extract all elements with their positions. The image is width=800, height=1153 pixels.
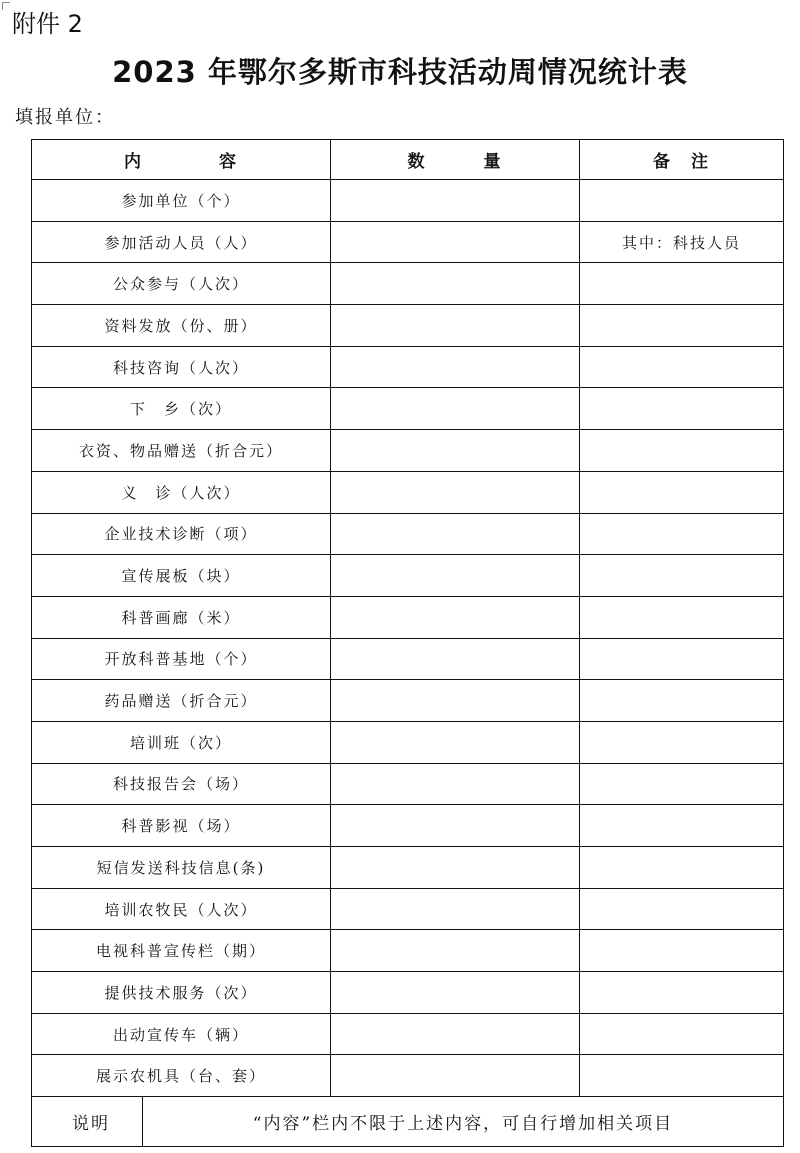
row-item-label: 参加单位（个）: [32, 180, 331, 222]
table-row: [32, 555, 784, 597]
table-row: [32, 513, 784, 555]
row-remark-cell[interactable]: [580, 471, 784, 513]
table-row: [32, 721, 784, 763]
row-item-label: 培训班（次）: [32, 721, 331, 763]
row-item-label: 企业技术诊断（项）: [32, 513, 331, 555]
row-remark-cell[interactable]: 其中：科技人员: [580, 221, 784, 263]
row-remark-cell[interactable]: [580, 847, 784, 889]
row-remark-cell[interactable]: [580, 180, 784, 222]
statistics-table: [31, 139, 784, 1147]
table-header-row: [32, 140, 784, 180]
table-row: [32, 346, 784, 388]
row-item-label: 展示农机具（台、套）: [32, 1055, 331, 1097]
row-item-label: 科技咨询（人次）: [32, 346, 331, 388]
table-row: [32, 805, 784, 847]
row-quantity-cell[interactable]: [331, 596, 580, 638]
row-quantity-cell[interactable]: [331, 638, 580, 680]
table-row: [32, 847, 784, 889]
row-quantity-cell[interactable]: [331, 680, 580, 722]
row-item-label: 科技报告会（场）: [32, 763, 331, 805]
row-remark-cell[interactable]: [580, 1013, 784, 1055]
row-item-label: 培训农牧民（人次）: [32, 888, 331, 930]
row-remark-cell[interactable]: [580, 638, 784, 680]
row-remark-cell[interactable]: [580, 721, 784, 763]
row-remark-cell[interactable]: [580, 430, 784, 472]
attachment-label: 附件 2: [12, 10, 83, 38]
document-title: 2023 年鄂尔多斯市科技活动周情况统计表: [112, 55, 688, 89]
row-quantity-cell[interactable]: [331, 1013, 580, 1055]
row-item-label: 出动宣传车（辆）: [32, 1013, 331, 1055]
table-row: [32, 763, 784, 805]
table-row: [32, 930, 784, 972]
row-quantity-cell[interactable]: [331, 972, 580, 1014]
note-row: [32, 1097, 784, 1147]
row-quantity-cell[interactable]: [331, 1055, 580, 1097]
row-remark-cell[interactable]: [580, 1055, 784, 1097]
row-item-label: 衣资、物品赠送（折合元）: [32, 430, 331, 472]
row-item-label: 科普画廊（米）: [32, 596, 331, 638]
row-item-label: 参加活动人员（人）: [32, 221, 331, 263]
row-item-label: 短信发送科技信息(条): [32, 847, 331, 889]
row-item-label: 提供技术服务（次）: [32, 972, 331, 1014]
row-quantity-cell[interactable]: [331, 430, 580, 472]
row-quantity-cell[interactable]: [331, 263, 580, 305]
row-quantity-cell[interactable]: [331, 180, 580, 222]
row-quantity-cell[interactable]: [331, 930, 580, 972]
row-quantity-cell[interactable]: [331, 388, 580, 430]
page-corner-mark: [2, 2, 10, 10]
row-quantity-cell[interactable]: [331, 471, 580, 513]
row-remark-cell[interactable]: [580, 930, 784, 972]
table-body: [32, 180, 784, 1097]
fill-unit-label: 填报单位：: [15, 107, 115, 128]
row-quantity-cell[interactable]: [331, 847, 580, 889]
row-quantity-cell[interactable]: [331, 221, 580, 263]
row-item-label: 公众参与（人次）: [32, 263, 331, 305]
row-remark-cell[interactable]: [580, 888, 784, 930]
row-remark-cell[interactable]: [580, 305, 784, 347]
row-quantity-cell[interactable]: [331, 513, 580, 555]
row-item-label: 资料发放（份、册）: [32, 305, 331, 347]
header-remarks: 备 注: [580, 140, 784, 180]
row-item-label: 宣传展板（块）: [32, 555, 331, 597]
row-quantity-cell[interactable]: [331, 555, 580, 597]
table-row: [32, 972, 784, 1014]
row-quantity-cell[interactable]: [331, 888, 580, 930]
table-row: [32, 638, 784, 680]
row-remark-cell[interactable]: [580, 596, 784, 638]
table-row: [32, 305, 784, 347]
table-row: [32, 1055, 784, 1097]
row-quantity-cell[interactable]: [331, 805, 580, 847]
row-item-label: 药品赠送（折合元）: [32, 680, 331, 722]
row-remark-cell[interactable]: [580, 680, 784, 722]
row-item-label: 下 乡（次）: [32, 388, 331, 430]
table-row: [32, 680, 784, 722]
table-row: [32, 388, 784, 430]
table-row: [32, 471, 784, 513]
row-quantity-cell[interactable]: [331, 305, 580, 347]
row-item-label: 电视科普宣传栏（期）: [32, 930, 331, 972]
row-remark-cell[interactable]: [580, 263, 784, 305]
table-row: [32, 180, 784, 222]
row-item-label: 科普影视（场）: [32, 805, 331, 847]
note-text: “内容”栏内不限于上述内容，可自行增加相关项目: [143, 1097, 784, 1147]
header-quantity: 数 量: [331, 140, 580, 180]
table-row: [32, 430, 784, 472]
table-row: [32, 1013, 784, 1055]
table-row: [32, 221, 784, 263]
row-remark-cell[interactable]: [580, 805, 784, 847]
row-remark-cell[interactable]: [580, 346, 784, 388]
note-label: 说明: [32, 1097, 143, 1147]
row-item-label: 开放科普基地（个）: [32, 638, 331, 680]
header-content: 内 容: [32, 140, 331, 180]
row-remark-cell[interactable]: [580, 513, 784, 555]
row-remark-cell[interactable]: [580, 555, 784, 597]
table-row: [32, 263, 784, 305]
row-item-label: 义 诊（人次）: [32, 471, 331, 513]
row-quantity-cell[interactable]: [331, 763, 580, 805]
row-quantity-cell[interactable]: [331, 346, 580, 388]
row-remark-cell[interactable]: [580, 972, 784, 1014]
table-row: [32, 596, 784, 638]
row-remark-cell[interactable]: [580, 763, 784, 805]
row-remark-cell[interactable]: [580, 388, 784, 430]
table-row: [32, 888, 784, 930]
row-quantity-cell[interactable]: [331, 721, 580, 763]
